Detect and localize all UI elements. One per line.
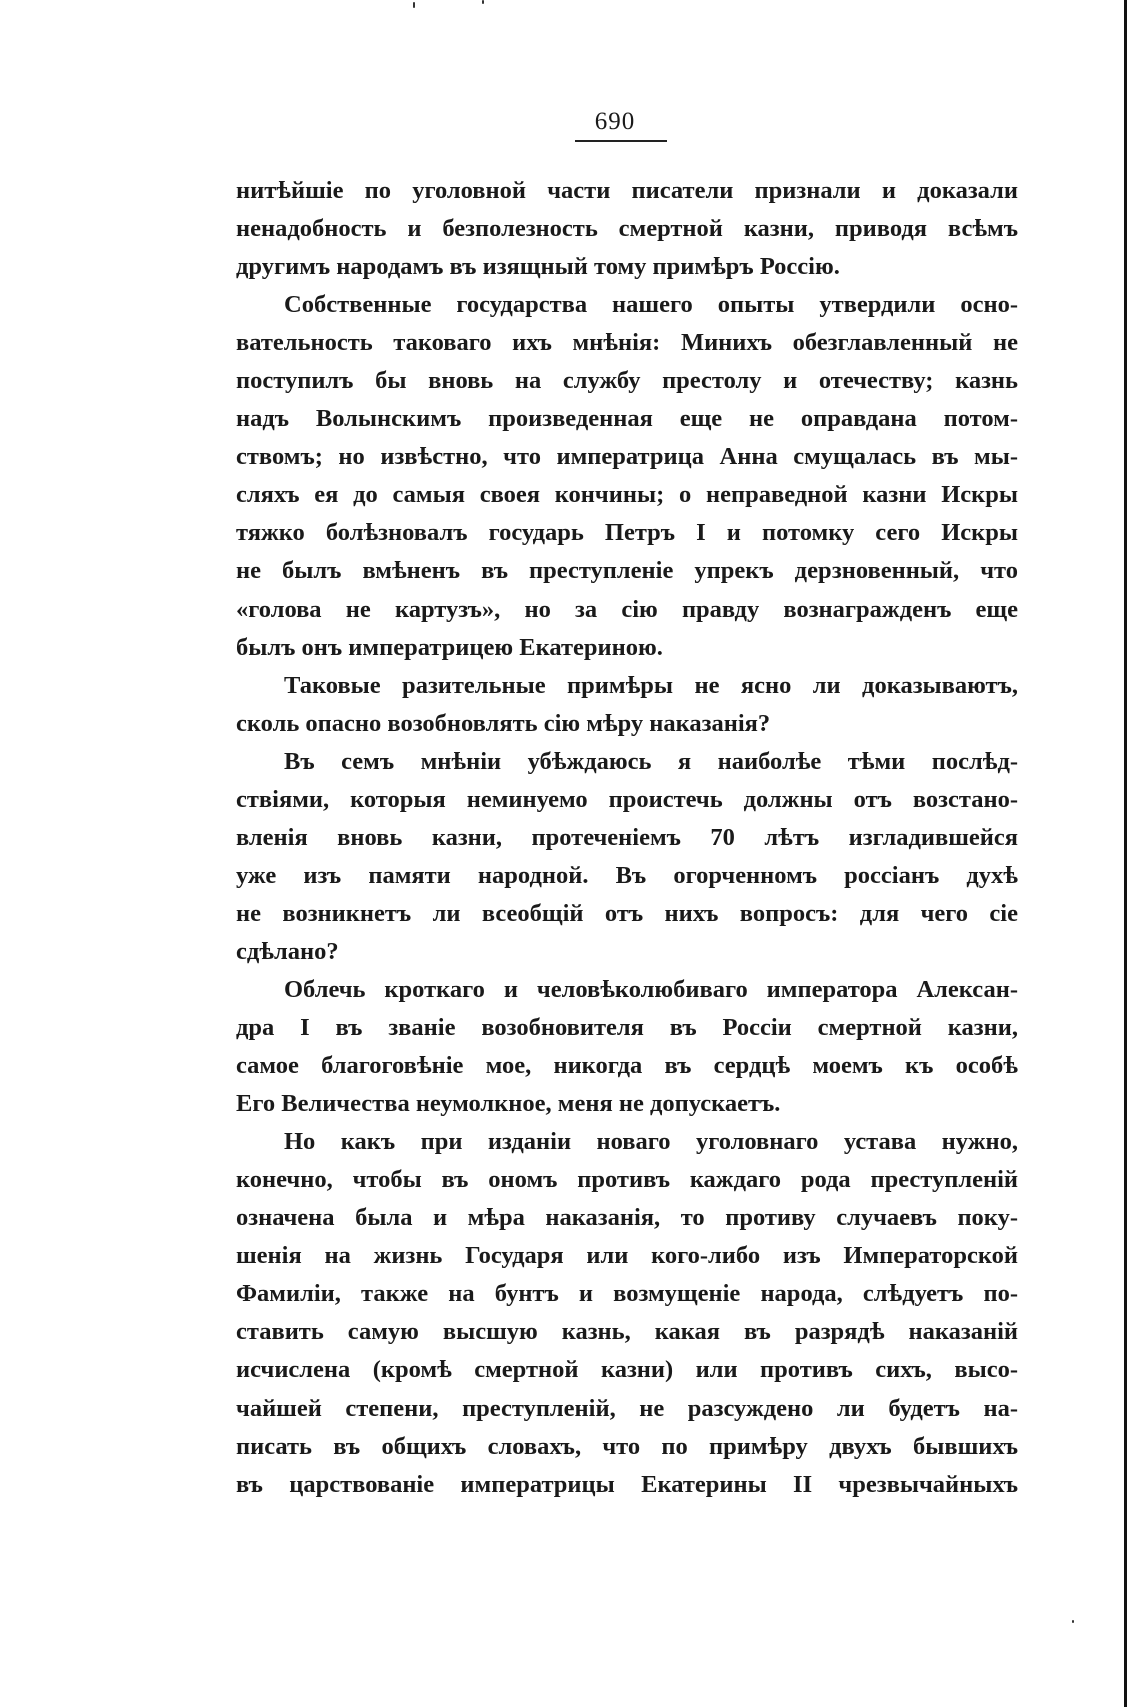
- text-line: надъ Волынскимъ произведенная еще не оправдана потом-: [236, 405, 1018, 433]
- text-line: дра I въ званіе возобновителя въ Россіи смертной казни,: [236, 1014, 1018, 1042]
- scan-speck: [482, 0, 484, 4]
- text-line: писать въ общихъ словахъ, что по примѣру двухъ бывшихъ: [236, 1432, 1018, 1460]
- text-line: сляхъ ея до самыя своея кончины; о неправедной казни Искры: [236, 481, 1018, 509]
- text-line: другимъ народамъ въ изящный тому примѣръ Россію.: [236, 253, 840, 281]
- page-number-rule: [575, 140, 667, 142]
- text-line: исчислена (кромѣ смертной казни) или противъ сихъ, высо-: [236, 1356, 1018, 1384]
- text-line: Въ семъ мнѣніи убѣждаюсь я наиболѣе тѣми послѣд-: [284, 747, 1018, 775]
- text-line: Его Величества неумолкное, меня не допускаетъ.: [236, 1090, 781, 1118]
- text-line: не возникнетъ ли всеобщій отъ нихъ вопросъ: для чего сіе: [236, 899, 1018, 927]
- text-line: нитѣйшіе по уголовной части писатели признали и доказали: [236, 177, 1018, 204]
- text-line: чайшей степени, преступленій, не разсуждено ли будетъ на-: [236, 1394, 1018, 1422]
- page-number: 690: [594, 108, 636, 135]
- text-line: ствіями, которыя неминуемо проистечь должны отъ возстано-: [236, 785, 1018, 813]
- text-line: вленія вновь казни, протеченіемъ 70 лѣтъ изгладившейся: [236, 823, 1018, 851]
- body-text: [236, 172, 1018, 1504]
- text-line: сдѣлано?: [236, 937, 339, 965]
- text-line: вательность таковаго ихъ мнѣнія: Минихъ обезглавленный не: [236, 329, 1018, 357]
- text-line: уже изъ памяти народной. Въ огорченномъ россіанъ духѣ: [236, 861, 1018, 889]
- text-line: Но какъ при изданіи новаго уголовнаго устава нужно,: [284, 1128, 1018, 1156]
- text-line: ствомъ; но извѣстно, что императрица Анна смущалась въ мы-: [236, 443, 1018, 471]
- text-line: былъ онъ императрицею Екатериною.: [236, 633, 663, 661]
- page-edge-border: [1124, 0, 1127, 1707]
- text-line: ставить самую высшую казнь, какая въ разрядѣ наказаній: [236, 1318, 1018, 1346]
- text-line: Фамиліи, также на бунтъ и возмущеніе народа, слѣдуетъ по-: [236, 1280, 1018, 1308]
- text-line: ненадобность и безполезность смертной казни, приводя всѣмъ: [236, 215, 1018, 243]
- text-line: тяжко болѣзновалъ государь Петръ I и потомку сего Искры: [236, 519, 1018, 547]
- text-line: Собственные государства нашего опыты утвердили осно-: [284, 291, 1018, 319]
- text-line: въ царствованіе императрицы Екатерины II чрезвычайныхъ: [236, 1470, 1018, 1498]
- text-line: «голова не картузъ», но за сію правду вознагражденъ еще: [236, 595, 1018, 623]
- scan-speck: [1072, 1620, 1074, 1623]
- text-line: поступилъ бы вновь на службу престолу и отечеству; казнь: [236, 367, 1018, 395]
- text-line: конечно, чтобы въ ономъ противъ каждаго рода преступленій: [236, 1166, 1018, 1194]
- text-line: самое благоговѣніе мое, никогда въ сердцѣ моемъ къ особѣ: [236, 1052, 1018, 1080]
- text-line: Облечь кроткаго и человѣколюбиваго императора Алексан-: [284, 975, 1018, 1003]
- text-line: сколь опасно возобновлять сію мѣру наказанія?: [236, 709, 771, 737]
- text-line: не былъ вмѣненъ въ преступленіе упрекъ дерзновенный, что: [236, 557, 1018, 585]
- scan-speck: [413, 2, 415, 8]
- text-line: означена была и мѣра наказанія, то противу случаевъ поку-: [236, 1204, 1018, 1232]
- text-line: Таковые разительные примѣры не ясно ли доказываютъ,: [284, 671, 1018, 699]
- text-line: шенія на жизнь Государя или кого-либо изъ Императорской: [236, 1242, 1018, 1270]
